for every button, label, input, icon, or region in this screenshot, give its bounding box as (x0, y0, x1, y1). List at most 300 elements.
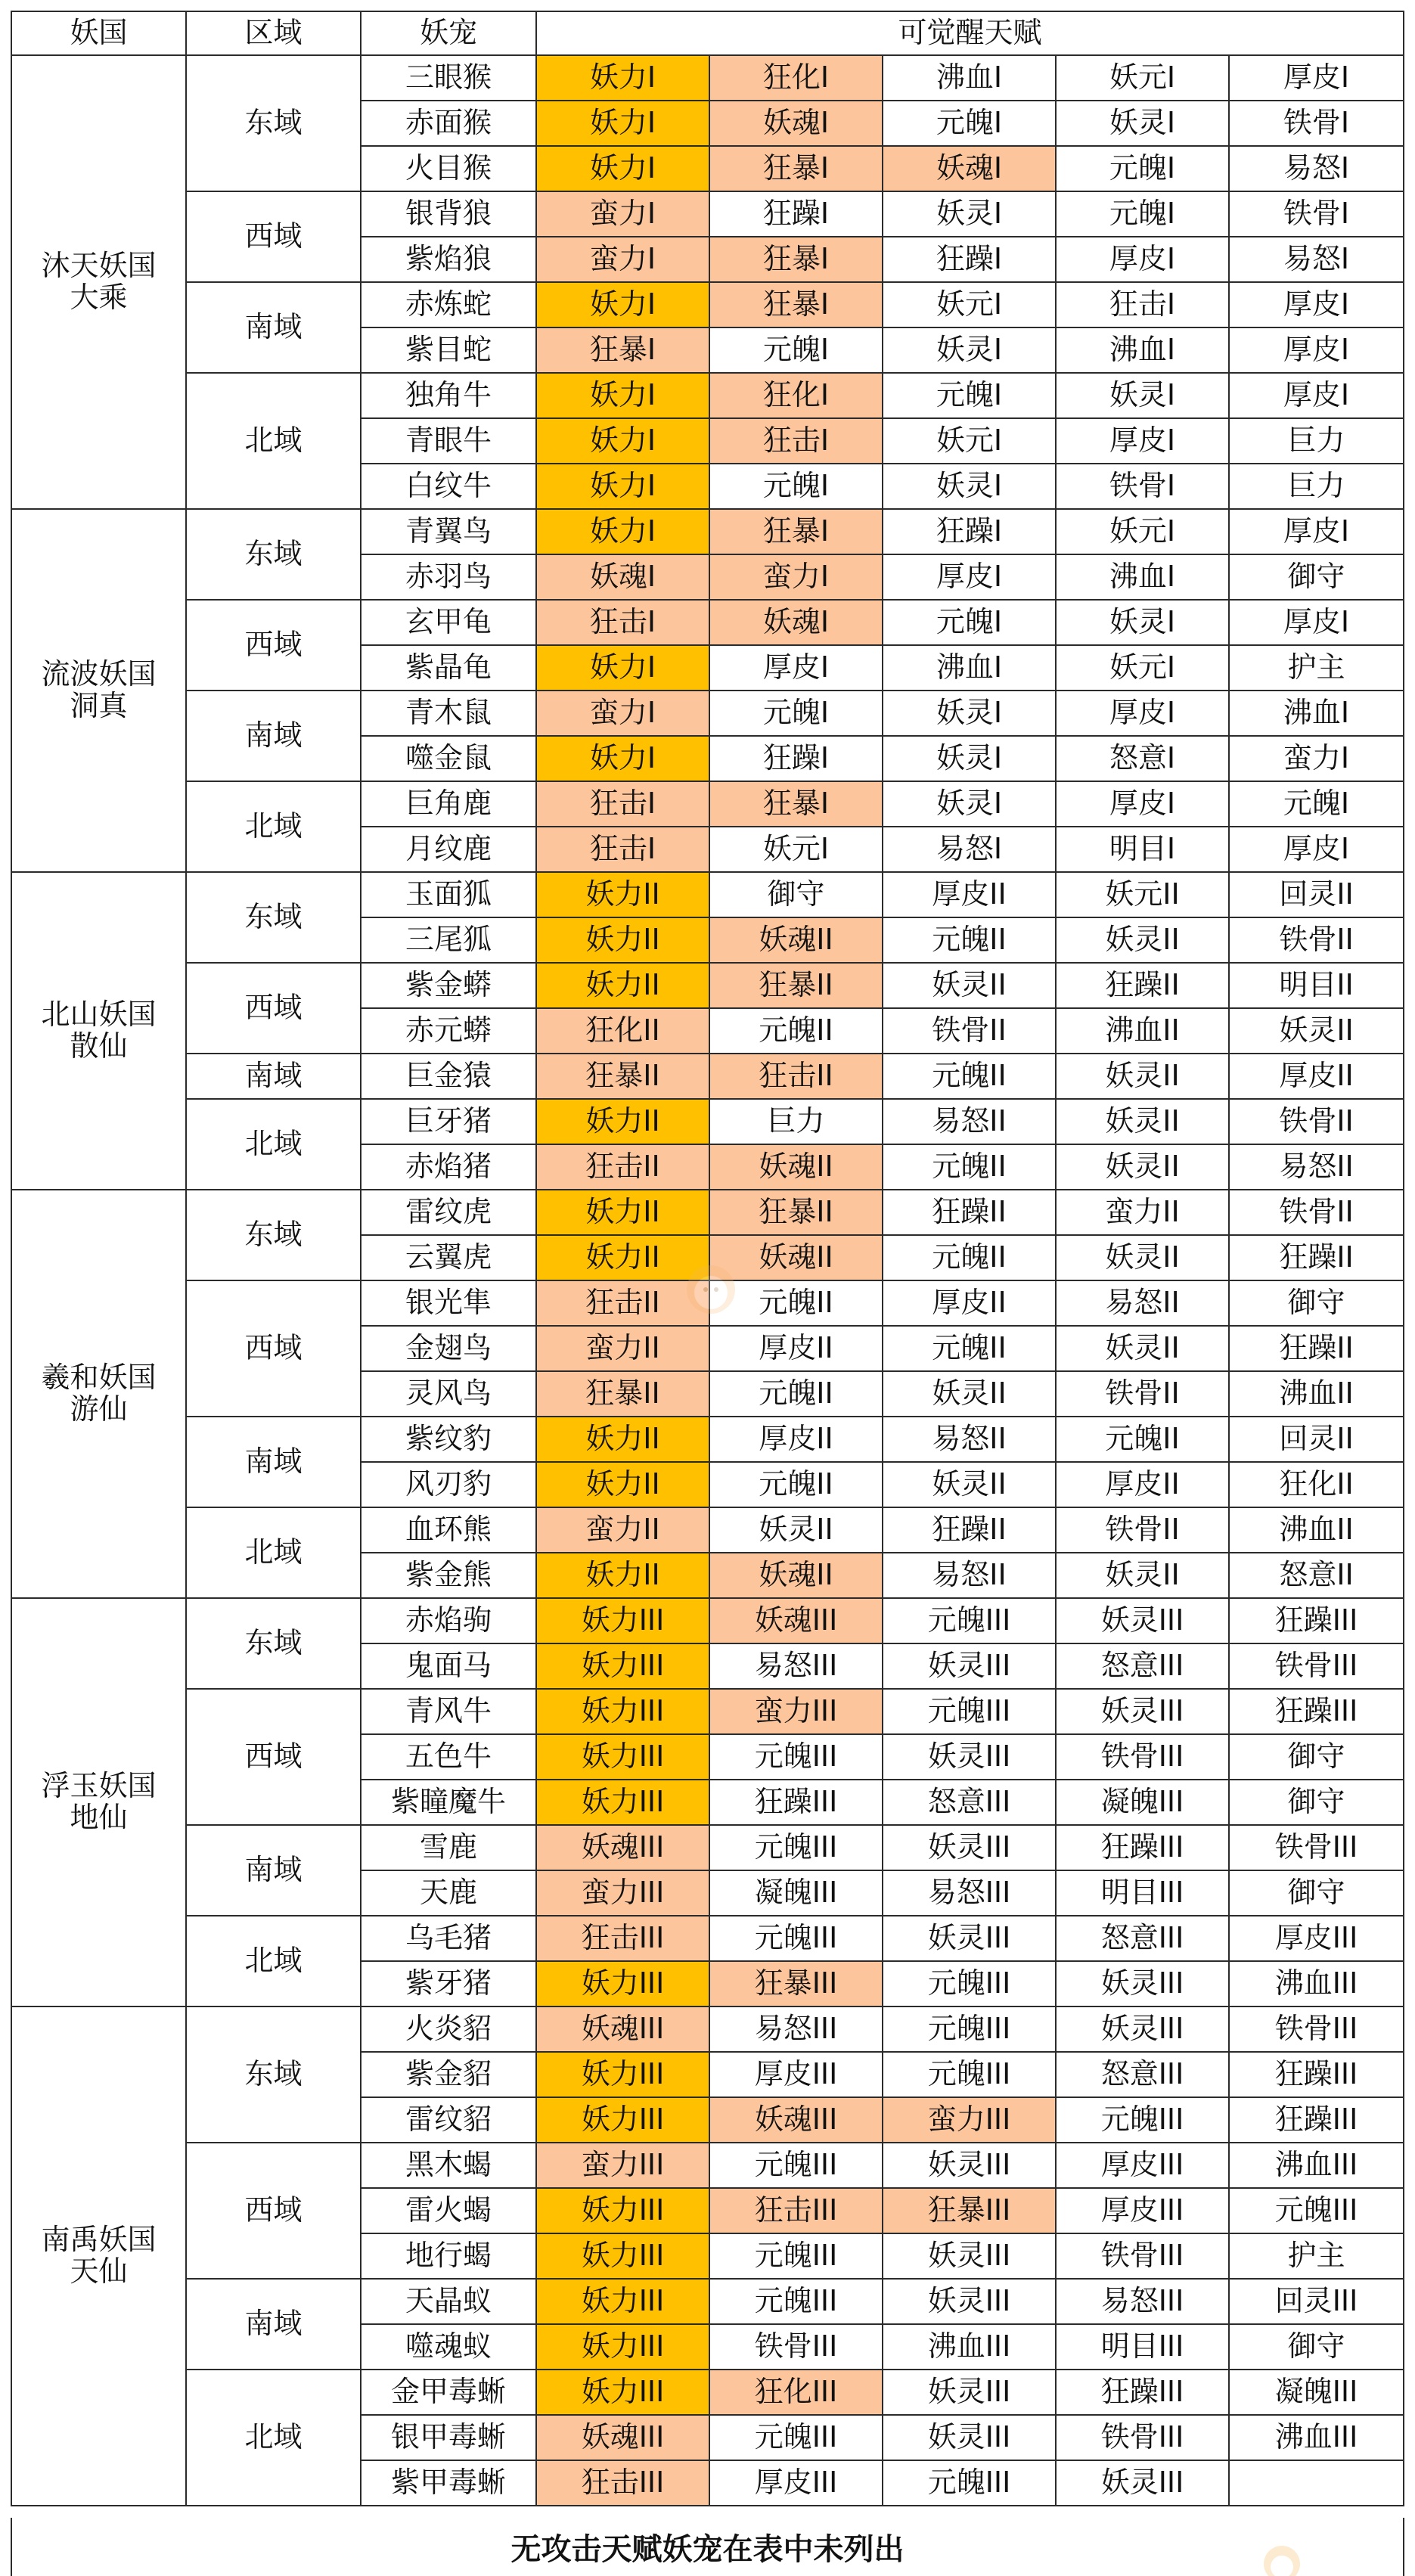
talent-cell: 沸血I (883, 645, 1056, 691)
talent-cell: 妖灵II (883, 963, 1056, 1008)
talent-cell: 妖元I (883, 418, 1056, 464)
talent-cell: 凝魄III (709, 1870, 883, 1916)
table-row (11, 1190, 1404, 1235)
talent-cell: 沸血I (1056, 327, 1229, 373)
header-row (11, 11, 1404, 55)
talent-cell: 妖魂III (536, 2415, 709, 2460)
talent-cell: 妖灵II (1056, 1235, 1229, 1280)
talent-cell: 狂化II (536, 1008, 709, 1054)
talent-cell: 妖力II (536, 1190, 709, 1235)
kingdom-cell: 北山妖国 散仙 (11, 872, 186, 1190)
talent-cell: 蛮力I (536, 691, 709, 736)
talent-cell: 元魄III (883, 1598, 1056, 1643)
talent-cell: 明目I (1056, 827, 1229, 872)
talent-cell: 沸血III (1229, 1961, 1404, 2006)
region-cell: 南域 (186, 2279, 361, 2370)
talent-cell: 沸血II (1056, 1008, 1229, 1054)
table-row (11, 2370, 1404, 2415)
pet-name-cell: 雷火蝎 (361, 2188, 536, 2233)
pet-name-cell: 白纹牛 (361, 464, 536, 509)
talent-cell: 妖魂III (536, 1825, 709, 1870)
talent-cell: 铁骨I (1229, 101, 1404, 146)
talent-cell: 元魄II (883, 917, 1056, 963)
talent-cell: 妖灵II (1056, 917, 1229, 963)
talent-cell: 妖魂II (709, 1144, 883, 1190)
talent-cell: 明目III (1056, 1870, 1229, 1916)
region-cell: 北域 (186, 1099, 361, 1190)
talent-cell: 蛮力I (1229, 736, 1404, 781)
talent-cell: 狂击III (536, 1916, 709, 1961)
talent-cell: 怒意II (1229, 1553, 1404, 1598)
kingdom-cell: 羲和妖国 游仙 (11, 1190, 186, 1598)
talent-cell: 狂躁III (1229, 1689, 1404, 1734)
talent-cell: 妖力I (536, 736, 709, 781)
talent-cell: 厚皮I (1056, 781, 1229, 827)
talent-cell: 铁骨III (1229, 1825, 1404, 1870)
talent-cell: 元魄III (709, 1916, 883, 1961)
talent-cell: 明目III (1056, 2324, 1229, 2370)
talent-cell: 妖灵II (1056, 1553, 1229, 1598)
kingdom-cell: 南禹妖国 天仙 (11, 2006, 186, 2506)
region-cell: 东域 (186, 2006, 361, 2143)
talent-table (11, 11, 1404, 2506)
talent-cell: 御守 (1229, 1780, 1404, 1825)
talent-cell: 妖力II (536, 963, 709, 1008)
talent-cell: 回灵III (1229, 2279, 1404, 2324)
region-cell: 西域 (186, 600, 361, 691)
talent-cell: 狂躁I (709, 736, 883, 781)
pet-name-cell: 三尾狐 (361, 917, 536, 963)
talent-cell: 妖灵II (883, 1371, 1056, 1417)
pet-name-cell: 雷纹虎 (361, 1190, 536, 1235)
talent-cell: 妖灵I (883, 191, 1056, 237)
talent-cell: 妖力III (536, 2097, 709, 2143)
header-pet: 妖宠 (361, 11, 536, 55)
talent-cell: 沸血I (1229, 691, 1404, 736)
pet-name-cell: 赤元蟒 (361, 1008, 536, 1054)
pet-name-cell: 紫瞳魔牛 (361, 1780, 536, 1825)
talent-cell: 元魄III (709, 2143, 883, 2188)
talent-cell: 妖力III (536, 2188, 709, 2233)
region-cell: 东域 (186, 1190, 361, 1280)
talent-cell: 怒意III (1056, 1916, 1229, 1961)
region-cell: 西域 (186, 1689, 361, 1825)
talent-cell: 沸血I (883, 55, 1056, 101)
talent-cell: 铁骨III (1056, 1734, 1229, 1780)
region-cell: 南域 (186, 1054, 361, 1099)
talent-cell: 妖元I (1056, 55, 1229, 101)
pet-name-cell: 紫甲毒蜥 (361, 2460, 536, 2506)
talent-cell: 巨力 (1229, 418, 1404, 464)
talent-cell: 妖魂I (709, 600, 883, 645)
talent-cell: 蛮力III (536, 1870, 709, 1916)
talent-cell: 厚皮I (883, 554, 1056, 600)
region-cell: 西域 (186, 191, 361, 282)
talent-cell: 妖灵I (883, 781, 1056, 827)
talent-cell: 御守 (1229, 2324, 1404, 2370)
pet-name-cell: 五色牛 (361, 1734, 536, 1780)
pet-name-cell: 巨牙猪 (361, 1099, 536, 1144)
region-cell: 西域 (186, 2143, 361, 2279)
talent-cell: 妖力II (536, 917, 709, 963)
talent-cell: 妖力III (536, 1689, 709, 1734)
talent-cell: 狂化I (709, 55, 883, 101)
talent-cell: 厚皮I (1229, 509, 1404, 554)
talent-cell: 妖力I (536, 282, 709, 327)
talent-cell: 铁骨II (1056, 1507, 1229, 1553)
talent-cell: 凝魄III (1056, 1780, 1229, 1825)
talent-cell: 元魄II (883, 1144, 1056, 1190)
region-cell: 北域 (186, 1507, 361, 1598)
talent-cell: 狂暴I (709, 781, 883, 827)
talent-cell: 怒意III (1056, 2052, 1229, 2097)
footer-note: 无攻击天赋妖宠在表中未列出 (11, 2518, 1404, 2576)
talent-cell: 易怒I (1229, 146, 1404, 191)
talent-cell: 妖力II (536, 1099, 709, 1144)
pet-name-cell: 紫焰狼 (361, 237, 536, 282)
talent-cell: 厚皮II (883, 1280, 1056, 1326)
talent-cell: 元魄I (883, 600, 1056, 645)
pet-name-cell: 青木鼠 (361, 691, 536, 736)
talent-cell: 妖灵III (883, 1825, 1056, 1870)
talent-cell: 蛮力II (536, 1507, 709, 1553)
table-row (11, 191, 1404, 237)
pet-name-cell: 赤炼蛇 (361, 282, 536, 327)
talent-cell: 狂躁II (1229, 1235, 1404, 1280)
talent-cell: 狂躁I (883, 509, 1056, 554)
talent-cell: 铁骨III (1229, 1643, 1404, 1689)
talent-cell: 妖灵III (883, 1643, 1056, 1689)
talent-cell: 狂躁III (1229, 2052, 1404, 2097)
talent-cell: 元魄I (709, 327, 883, 373)
talent-cell: 妖元I (709, 827, 883, 872)
talent-cell: 巨力 (709, 1099, 883, 1144)
talent-cell: 狂击III (709, 2188, 883, 2233)
talent-cell: 妖力III (536, 1780, 709, 1825)
talent-cell: 狂躁II (883, 1190, 1056, 1235)
talent-cell: 厚皮III (1229, 1916, 1404, 1961)
region-cell: 南域 (186, 282, 361, 373)
pet-name-cell: 独角牛 (361, 373, 536, 418)
region-cell: 南域 (186, 1825, 361, 1916)
talent-cell: 妖灵III (883, 2370, 1056, 2415)
talent-cell: 妖力I (536, 464, 709, 509)
pet-name-cell: 噬金鼠 (361, 736, 536, 781)
talent-cell: 妖灵I (883, 327, 1056, 373)
table-row (11, 872, 1404, 917)
pet-name-cell: 赤焰驹 (361, 1598, 536, 1643)
talent-cell: 元魄III (709, 1734, 883, 1780)
talent-cell: 蛮力II (536, 1326, 709, 1371)
pet-name-cell: 玉面狐 (361, 872, 536, 917)
talent-cell: 妖魂III (709, 2097, 883, 2143)
talent-cell: 铁骨I (1056, 464, 1229, 509)
talent-cell: 妖力I (536, 645, 709, 691)
talent-cell: 狂击I (536, 827, 709, 872)
header-region: 区域 (186, 11, 361, 55)
talent-cell: 狂化II (1229, 1462, 1404, 1507)
talent-cell: 妖力II (536, 1235, 709, 1280)
talent-cell: 狂击I (709, 418, 883, 464)
talent-cell: 厚皮I (1229, 827, 1404, 872)
table-row (11, 1598, 1404, 1643)
talent-cell: 厚皮III (709, 2052, 883, 2097)
pet-name-cell: 黑木蝎 (361, 2143, 536, 2188)
kingdom-cell: 沐天妖国 大乘 (11, 55, 186, 509)
talent-cell: 妖灵II (1229, 1008, 1404, 1054)
talent-cell: 明目II (1229, 963, 1404, 1008)
talent-cell: 元魄III (883, 1689, 1056, 1734)
talent-cell: 妖灵II (1056, 1099, 1229, 1144)
pet-name-cell: 巨角鹿 (361, 781, 536, 827)
talent-cell: 狂躁III (709, 1780, 883, 1825)
talent-cell: 妖灵II (883, 1462, 1056, 1507)
talent-cell: 蛮力II (1056, 1190, 1229, 1235)
talent-cell: 元魄I (1056, 191, 1229, 237)
pet-name-cell: 紫金貂 (361, 2052, 536, 2097)
talent-cell: 御守 (709, 872, 883, 917)
talent-cell: 凝魄III (1229, 2370, 1404, 2415)
talent-cell: 铁骨II (1229, 917, 1404, 963)
table-row (11, 55, 1404, 101)
talent-cell: 妖灵II (1056, 1144, 1229, 1190)
talent-cell: 狂躁II (883, 1507, 1056, 1553)
talent-cell: 元魄II (709, 1280, 883, 1326)
talent-cell: 妖力I (536, 418, 709, 464)
talent-cell: 元魄III (883, 2460, 1056, 2506)
talent-cell: 妖灵III (1056, 1689, 1229, 1734)
talent-cell: 易怒III (709, 2006, 883, 2052)
talent-cell: 狂暴I (709, 282, 883, 327)
table-row (11, 781, 1404, 827)
region-cell: 东域 (186, 55, 361, 191)
pet-name-cell: 青翼鸟 (361, 509, 536, 554)
talent-cell: 妖力III (536, 1734, 709, 1780)
talent-cell: 厚皮III (709, 2460, 883, 2506)
talent-cell: 元魄I (709, 691, 883, 736)
header-talents: 可觉醒天赋 (536, 11, 1404, 55)
talent-cell: 妖灵II (1056, 1326, 1229, 1371)
talent-cell: 易怒I (883, 827, 1056, 872)
talent-cell: 狂击III (536, 2460, 709, 2506)
talent-cell: 妖力I (536, 101, 709, 146)
talent-cell: 妖灵III (883, 2415, 1056, 2460)
talent-cell: 护主 (1229, 645, 1404, 691)
pet-name-cell: 玄甲龟 (361, 600, 536, 645)
talent-cell: 狂化I (709, 373, 883, 418)
talent-cell: 蛮力III (536, 2143, 709, 2188)
talent-cell: 狂暴I (536, 327, 709, 373)
pet-name-cell: 赤面猴 (361, 101, 536, 146)
talent-cell: 狂躁II (1056, 963, 1229, 1008)
pet-name-cell: 紫目蛇 (361, 327, 536, 373)
talent-cell: 易怒II (1229, 1144, 1404, 1190)
talent-cell: 妖力III (536, 1961, 709, 2006)
talent-cell: 妖魂I (536, 554, 709, 600)
talent-cell: 沸血III (883, 2324, 1056, 2370)
talent-cell: 妖魂I (709, 101, 883, 146)
talent-cell: 沸血III (1229, 2143, 1404, 2188)
talent-cell: 妖力III (536, 2279, 709, 2324)
talent-cell: 妖灵III (1056, 2460, 1229, 2506)
talent-cell: 妖力II (536, 1553, 709, 1598)
talent-cell: 御守 (1229, 1870, 1404, 1916)
talent-cell: 回灵II (1229, 1417, 1404, 1462)
talent-cell: 妖元I (1056, 645, 1229, 691)
table-row (11, 2006, 1404, 2052)
talent-cell: 狂击I (1056, 282, 1229, 327)
pet-name-cell: 雷纹貂 (361, 2097, 536, 2143)
table-row (11, 1280, 1404, 1326)
talent-cell: 易怒II (1056, 1280, 1229, 1326)
talent-cell: 妖魂I (883, 146, 1056, 191)
pet-name-cell: 噬魂蚁 (361, 2324, 536, 2370)
talent-cell: 妖灵I (1056, 101, 1229, 146)
talent-cell: 元魄II (1056, 1417, 1229, 1462)
pet-name-cell: 金翅鸟 (361, 1326, 536, 1371)
talent-cell: 元魄III (1056, 2097, 1229, 2143)
talent-cell: 妖灵III (883, 1734, 1056, 1780)
talent-cell: 妖力III (536, 2370, 709, 2415)
pet-name-cell: 月纹鹿 (361, 827, 536, 872)
talent-cell: 沸血I (1056, 554, 1229, 600)
talent-cell: 狂暴I (709, 509, 883, 554)
talent-cell: 狂暴II (709, 963, 883, 1008)
talent-cell: 元魄II (883, 1235, 1056, 1280)
talent-cell: 厚皮I (1056, 691, 1229, 736)
talent-cell: 蛮力I (709, 554, 883, 600)
pet-name-cell: 紫纹豹 (361, 1417, 536, 1462)
table-row (11, 1507, 1404, 1553)
talent-cell: 狂暴II (536, 1054, 709, 1099)
pet-name-cell: 雪鹿 (361, 1825, 536, 1870)
talent-cell: 御守 (1229, 1280, 1404, 1326)
talent-cell: 妖力I (536, 55, 709, 101)
talent-cell (1229, 2460, 1404, 2506)
region-cell: 北域 (186, 781, 361, 872)
talent-cell: 妖力III (536, 1643, 709, 1689)
region-cell: 北域 (186, 1916, 361, 2006)
talent-cell: 妖力II (536, 872, 709, 917)
talent-cell: 妖灵I (883, 736, 1056, 781)
talent-cell: 妖灵III (1056, 1598, 1229, 1643)
talent-cell: 妖力III (536, 2052, 709, 2097)
table-row (11, 1689, 1404, 1734)
talent-cell: 元魄III (883, 1961, 1056, 2006)
pet-name-cell: 风刃豹 (361, 1462, 536, 1507)
talent-cell: 厚皮I (1229, 600, 1404, 645)
header-kingdom: 妖国 (11, 11, 186, 55)
pet-name-cell: 紫牙猪 (361, 1961, 536, 2006)
pet-name-cell: 紫金熊 (361, 1553, 536, 1598)
region-cell: 北域 (186, 2370, 361, 2506)
talent-cell: 蛮力I (536, 237, 709, 282)
talent-cell: 易怒II (883, 1553, 1056, 1598)
talent-cell: 厚皮II (709, 1417, 883, 1462)
region-cell: 南域 (186, 1417, 361, 1507)
region-cell: 东域 (186, 872, 361, 963)
talent-cell: 厚皮II (883, 872, 1056, 917)
talent-cell: 狂暴II (709, 1190, 883, 1235)
talent-cell: 妖魂II (709, 917, 883, 963)
talent-cell: 元魄II (709, 1371, 883, 1417)
talent-cell: 铁骨II (1229, 1099, 1404, 1144)
pet-name-cell: 赤羽鸟 (361, 554, 536, 600)
kingdom-cell: 流波妖国 洞真 (11, 509, 186, 872)
talent-cell: 铁骨III (1056, 2415, 1229, 2460)
talent-cell: 厚皮I (1229, 55, 1404, 101)
talent-cell: 妖力II (536, 1417, 709, 1462)
talent-cell: 元魄I (1229, 781, 1404, 827)
talent-cell: 妖魂II (709, 1553, 883, 1598)
talent-cell: 妖魂II (709, 1235, 883, 1280)
talent-cell: 御守 (1229, 554, 1404, 600)
pet-name-cell: 血环熊 (361, 1507, 536, 1553)
pet-name-cell: 乌毛猪 (361, 1916, 536, 1961)
kingdom-cell: 浮玉妖国 地仙 (11, 1598, 186, 2006)
talent-cell: 铁骨II (1056, 1371, 1229, 1417)
talent-cell: 元魄II (883, 1054, 1056, 1099)
pet-name-cell: 火目猴 (361, 146, 536, 191)
talent-cell: 狂暴I (709, 237, 883, 282)
pet-name-cell: 三眼猴 (361, 55, 536, 101)
pet-name-cell: 银背狼 (361, 191, 536, 237)
talent-cell: 妖魂III (709, 1598, 883, 1643)
talent-cell: 厚皮I (1229, 282, 1404, 327)
table-body (11, 55, 1404, 2506)
talent-cell: 元魄III (709, 2415, 883, 2460)
talent-cell: 易怒III (1056, 2279, 1229, 2324)
talent-cell: 回灵II (1229, 872, 1404, 917)
talent-cell: 狂击I (536, 600, 709, 645)
talent-cell: 厚皮II (1229, 1054, 1404, 1099)
region-cell: 西域 (186, 963, 361, 1054)
pet-name-cell: 银甲毒蜥 (361, 2415, 536, 2460)
talent-cell: 狂躁III (1056, 2370, 1229, 2415)
pet-name-cell: 紫金蟒 (361, 963, 536, 1008)
talent-cell: 元魄I (883, 373, 1056, 418)
pet-name-cell: 云翼虎 (361, 1235, 536, 1280)
talent-cell: 狂躁I (709, 191, 883, 237)
talent-cell: 铁骨I (1229, 191, 1404, 237)
pet-name-cell: 火炎貂 (361, 2006, 536, 2052)
talent-cell: 狂暴III (709, 1961, 883, 2006)
table-row (11, 963, 1404, 1008)
table-row (11, 1916, 1404, 1961)
pet-name-cell: 青眼牛 (361, 418, 536, 464)
talent-cell: 元魄II (709, 1008, 883, 1054)
talent-cell: 元魄I (883, 101, 1056, 146)
talent-cell: 御守 (1229, 1734, 1404, 1780)
pet-name-cell: 紫晶龟 (361, 645, 536, 691)
talent-cell: 狂暴I (709, 146, 883, 191)
talent-cell: 蛮力III (883, 2097, 1056, 2143)
talent-cell: 妖灵III (883, 2233, 1056, 2279)
talent-cell: 厚皮I (1056, 418, 1229, 464)
talent-cell: 妖灵I (1056, 373, 1229, 418)
talent-cell: 妖灵II (1056, 1054, 1229, 1099)
talent-cell: 铁骨III (1229, 2006, 1404, 2052)
region-cell: 西域 (186, 1280, 361, 1417)
talent-cell: 妖灵II (709, 1507, 883, 1553)
talent-cell: 狂化III (709, 2370, 883, 2415)
talent-cell: 厚皮I (1229, 327, 1404, 373)
talent-cell: 易怒III (709, 1643, 883, 1689)
talent-cell: 狂躁III (1229, 1598, 1404, 1643)
talent-cell: 狂击II (536, 1144, 709, 1190)
talent-cell: 蛮力I (536, 191, 709, 237)
talent-cell: 元魄III (709, 2279, 883, 2324)
